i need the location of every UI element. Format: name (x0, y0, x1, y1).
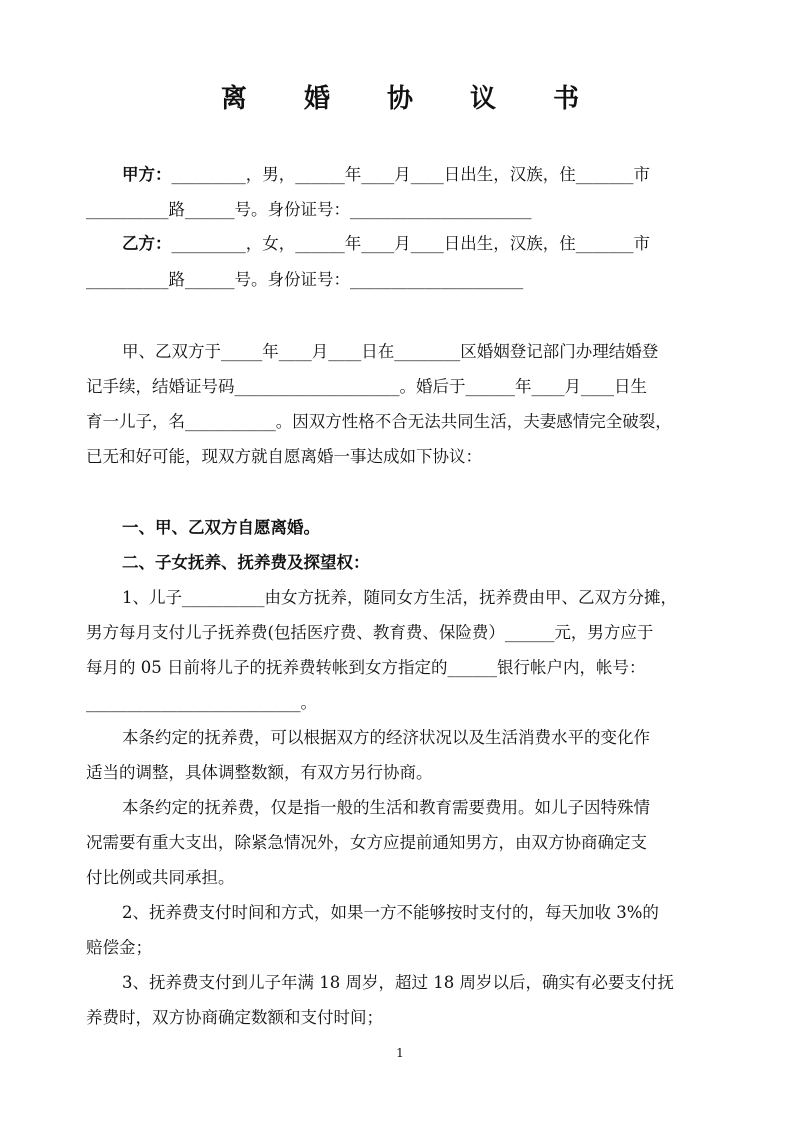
general-line: 本条约定的抚养费，仅是指一般的生活和教育需要费用。如儿子因特殊情 (122, 798, 650, 817)
intro-line: 甲、乙双方于_____年____月____日在________区婚姻登记部门办理结婚登 (122, 342, 659, 361)
document-title: 离 婚 协 议 书 (220, 84, 604, 114)
section-heading-1: 一、甲、乙双方自愿离婚。 (122, 518, 320, 537)
party-b-label: 乙方： (122, 234, 172, 253)
party-a-label: 甲方： (122, 165, 172, 184)
party-a-details: _________，男，______年____月____日出生，汉族，住_______市 (171, 165, 650, 184)
page-number: 1 (396, 1046, 404, 1060)
clause-1-line: 每月的 05 日前将儿子的抚养费转帐到女方指定的______银行帐户内，帐号： (86, 658, 646, 677)
general-line: 况需要有重大支出，除紧急情况外，女方应提前通知男方，由双方协商确定支 (86, 833, 647, 852)
clause-1-line: __________________________。 (86, 693, 317, 712)
intro-line: 育一儿子，名___________。因双方性格不合无法共同生活，夫妻感情完全破裂， (86, 412, 672, 431)
clause-2-line: 2、抚养费支付时间和方式，如果一方不能够按时支付的，每天加收 3%的 (122, 903, 659, 922)
intro-line: 已无和好可能，现双方就自愿离婚一事达成如下协议： (86, 447, 482, 466)
party-b-line-2: __________路______号。身份证号：_____________________ (86, 270, 524, 289)
clause-1-line: 1、儿子__________由女方抚养，随同女方生活，抚养费由甲、乙双方分摊， (122, 588, 677, 607)
party-b-details: _________，女，______年____月____日出生，汉族，住_______市 (171, 234, 650, 253)
party-a-line-1 (122, 163, 650, 187)
section-heading-2: 二、子女抚养、抚养费及探望权： (122, 553, 370, 572)
party-a-line-2: __________路______号。身份证号：______________________ (86, 200, 532, 219)
party-b-line-1 (122, 232, 650, 256)
clause-1-line: 男方每月支付儿子抚养费(包括医疗费、教育费、保险费）______元，男方应于 (86, 623, 654, 642)
clause-3-line: 3、抚养费支付到儿子年满 18 周岁，超过 18 周岁以后，确实有必要支付抚 (122, 973, 674, 992)
general-line: 付比例或共同承担。 (86, 868, 235, 887)
clause-2-line: 赔偿金； (86, 938, 152, 957)
intro-line: 记手续，结婚证号码____________________。婚后于______年____月____日生 (86, 377, 647, 396)
clause-3-line: 养费时，双方协商确定数额和支付时间； (86, 1008, 383, 1027)
adjust-line: 本条约定的抚养费，可以根据双方的经济状况以及生活消费水平的变化作 (122, 728, 650, 747)
adjust-line: 适当的调整，具体调整数额，有双方另行协商。 (86, 763, 433, 782)
